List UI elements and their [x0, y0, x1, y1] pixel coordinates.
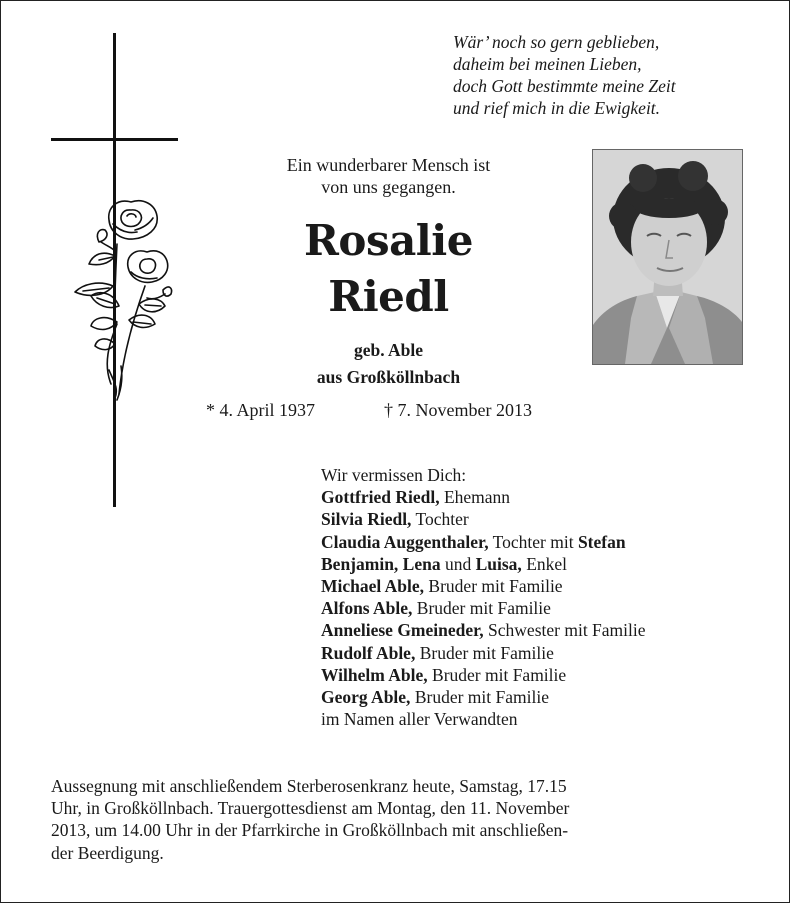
list-item — [321, 642, 646, 664]
mourner-name: Alfons Able, — [321, 598, 413, 619]
life-dates — [206, 399, 532, 421]
mourner-relation: Schwester mit Familie — [483, 620, 646, 641]
list-item — [321, 597, 646, 619]
first-name: Rosalie — [304, 216, 473, 265]
intro-line: Ein wunderbarer Mensch ist — [286, 155, 491, 175]
mourner-relation: Bruder mit Familie — [412, 598, 551, 619]
mourner-relation: Ehemann — [439, 487, 511, 508]
mourners-intro: Wir vermissen Dich: — [321, 465, 467, 485]
mourner-name: Georg Able, — [321, 687, 411, 708]
mourner-name: Rudolf Able, — [321, 642, 416, 663]
mourner-relation: und — [440, 553, 476, 574]
list-item — [321, 553, 646, 575]
portrait-photo — [592, 149, 743, 365]
verse-line: daheim bei meinen Lieben, — [453, 54, 642, 74]
notice-line: Uhr, in Großköllnbach. Trauergottesdienst am Montag, den 11. November — [51, 798, 570, 819]
last-name: Riedl — [328, 272, 449, 321]
mourner-name: Benjamin, Lena — [321, 553, 441, 574]
list-item — [321, 575, 646, 597]
notice-line: der Beerdigung. — [51, 842, 164, 863]
funeral-notice — [51, 775, 751, 864]
deceased-name — [231, 213, 546, 325]
mourner-relation: Bruder mit Familie — [424, 576, 563, 597]
intro-text — [231, 154, 546, 198]
list-item — [321, 486, 646, 508]
list-item — [321, 531, 646, 553]
list-item — [321, 508, 646, 530]
list-item — [321, 664, 646, 686]
deceased-details — [231, 337, 546, 391]
mourner-relation: Enkel — [521, 553, 568, 574]
notice-line: Aussegnung mit anschließendem Sterberosenkranz heute, Samstag, 17.15 — [51, 776, 567, 796]
verse-line: doch Gott bestimmte meine Zeit — [453, 76, 676, 96]
mourner-name: Michael Able, — [321, 576, 425, 597]
mourners-list — [321, 464, 646, 730]
list-item — [321, 619, 646, 641]
mourner-name: Anneliese Gmeineder, — [321, 620, 484, 641]
portrait-image — [593, 150, 742, 364]
mourner-name: Stefan — [577, 531, 626, 552]
verse-line: Wär’ noch so gern geblieben, — [453, 32, 660, 52]
verse-line: und rief mich in die Ewigkeit. — [453, 98, 661, 118]
intro-line: von uns gegangen. — [321, 177, 456, 197]
notice-line: 2013, um 14.00 Uhr in der Pfarrkirche in Großköllnbach mit anschließen- — [51, 820, 569, 841]
mourner-name: Wilhelm Able, — [321, 664, 428, 685]
mourner-relation: Bruder mit Familie — [410, 687, 549, 708]
mourners-outro: im Namen aller Verwandten — [321, 709, 518, 730]
mourner-relation: Bruder mit Familie — [415, 642, 554, 663]
origin: aus Großköllnbach — [316, 367, 461, 387]
death-date: † 7. November 2013 — [384, 400, 532, 420]
cross-horizontal-bar — [51, 138, 178, 141]
birth-date: * 4. April 1937 — [206, 400, 316, 420]
mourner-relation: Bruder mit Familie — [427, 664, 567, 685]
birth-name: geb. Able — [353, 340, 424, 360]
mourner-name: Luisa, — [475, 553, 522, 574]
list-item — [321, 686, 646, 708]
mourner-relation: Tochter — [411, 509, 469, 530]
mourner-name: Silvia Riedl, — [321, 509, 412, 530]
mourner-name: Claudia Auggenthaler, — [321, 531, 489, 552]
memorial-verse — [453, 31, 676, 119]
mourner-name: Gottfried Riedl, — [321, 487, 440, 508]
mourner-relation: Tochter mit — [488, 531, 578, 552]
roses-icon — [69, 194, 179, 406]
